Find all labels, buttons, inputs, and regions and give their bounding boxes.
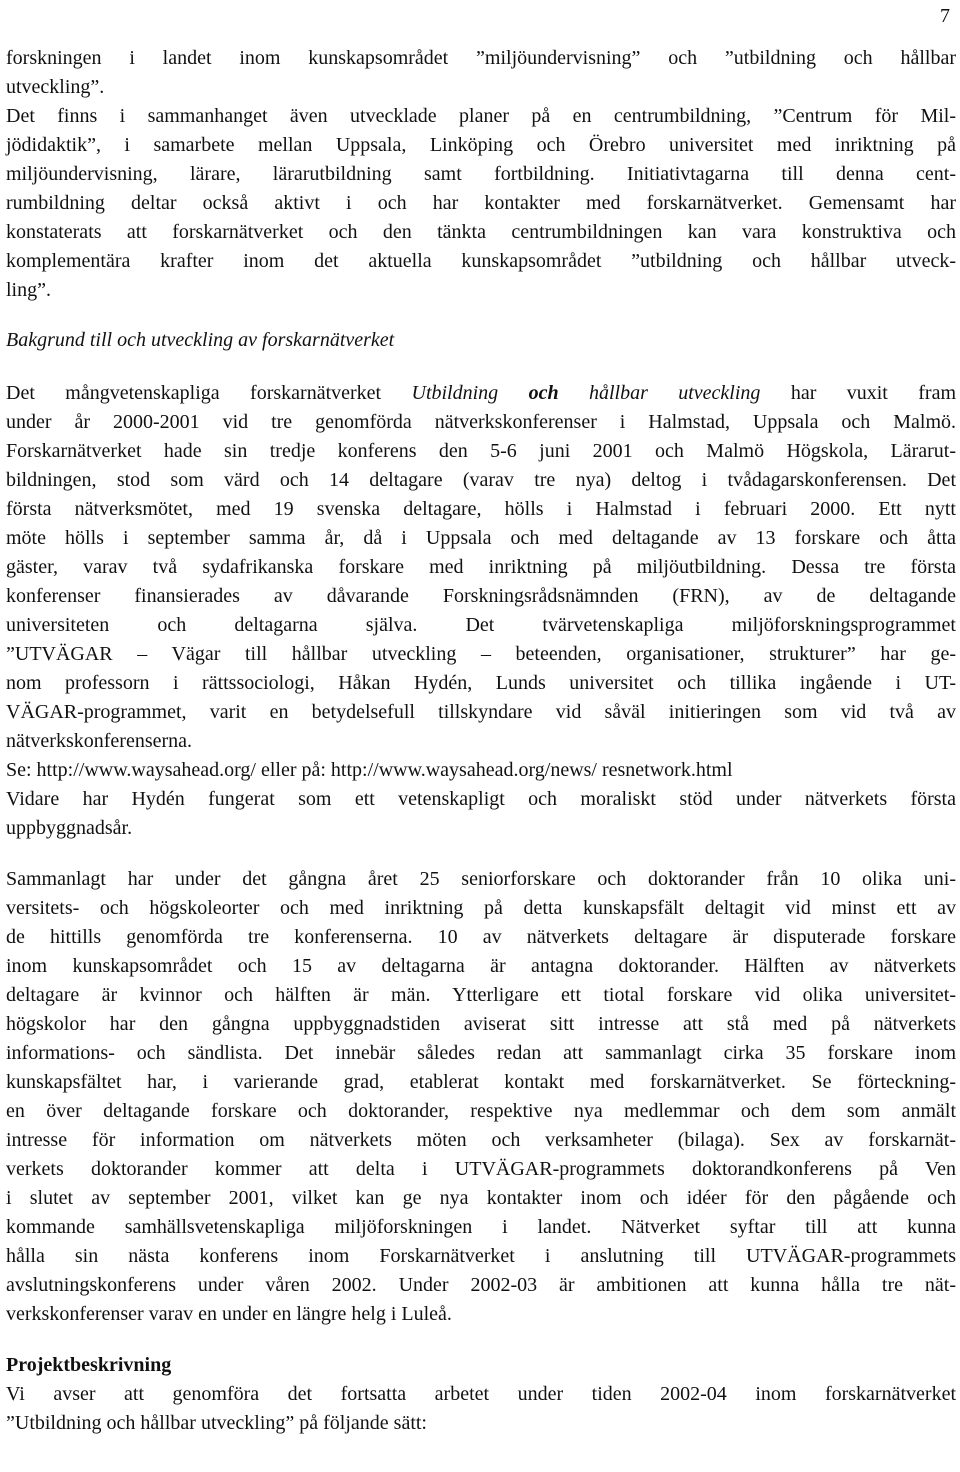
paragraph-bakgrund (6, 379, 956, 843)
text-line: första nätverksmötet, med 19 svenska deltagare, hölls i Halmstad i februari 2000. Ett nytt (6, 498, 956, 520)
text-line: konferenser finansierades av dåvarande Forskningsrådsnämnden (FRN), av de deltagande (6, 585, 956, 607)
text-line: högskolor har den gångna uppbyggnadstiden aviserat sitt intresse att stå med på nätverkets (6, 1013, 956, 1035)
section-heading-bakgrund: Bakgrund till och utveckling av forskarnätverket (6, 329, 395, 351)
text-line: hålla sin nästa konferens inom Forskarnätverket i anslutning till UTVÄGAR-programmets (6, 1245, 956, 1267)
italic-title: hållbar utveckling (558, 382, 761, 404)
text-line: jödidaktik”, i samarbete mellan Uppsala, Linköping och Örebro universitet med inriktning på (6, 134, 956, 156)
paragraph-sammanlagt (6, 865, 956, 1329)
paragraph-intro (6, 44, 956, 305)
section-heading-projektbeskrivning: Projektbeskrivning (6, 1354, 172, 1376)
text-line: i slutet av september 2001, vilket kan ge nya kontakter inom och idéer för den pågående och (6, 1187, 956, 1209)
text-line: ling”. (6, 279, 51, 301)
text-line: möte hölls i september samma år, då i Uppsala och med deltagande av 13 forskare och åtta (6, 527, 956, 549)
text-line: konstaterats att forskarnätverket och den tänkta centrumbildningen kan vara konstruktiva och (6, 221, 956, 243)
text-line: avslutningskonferens under våren 2002. Under 2002-03 är ambitionen att kunna hålla tre nät- (6, 1274, 956, 1296)
text-line: deltagare är kvinnor och hälften är män. Ytterligare ett tiotal forskare vid olika universitet- (6, 984, 956, 1006)
text-line: Det mångvetenskapliga forskarnätverket Utbildning och hållbar utveckling har vuxit fram (6, 382, 956, 404)
text-line: komplementära krafter inom det aktuella kunskapsområdet ”utbildning och hållbar utveck- (6, 250, 956, 272)
text-line: Det finns i sammanhanget även utvecklade planer på en centrumbildning, ”Centrum för Mil- (6, 105, 956, 127)
url-reference-line: Se: http://www.waysahead.org/ eller på: http://www.waysahead.org/news/ resnetwork.html (6, 759, 733, 781)
text-line: uppbyggnadsår. (6, 817, 133, 839)
bold-italic-word: och (528, 382, 559, 404)
document-body (6, 44, 956, 1438)
text-line: utveckling”. (6, 76, 105, 98)
text-line: miljöundervisning, lärare, lärarutbildning samt fortbildning. Initiativtagarna till denna cent- (6, 163, 956, 185)
paragraph-projekt (6, 1380, 956, 1438)
text-line: kunskapsfältet har, i varierande grad, etablerat kontakt med forskarnätverket. Se förteckning- (6, 1071, 956, 1093)
text-line: kommande samhällsvetenskapliga miljöforskningen i landet. Nätverket syftar till att kunna (6, 1216, 956, 1238)
text-line: Vidare har Hydén fungerat som ett vetenskapligt och moraliskt stöd under nätverkets första (6, 788, 956, 810)
text-line: under år 2000-2001 vid tre genomförda nätverkskonferenser i Halmstad, Uppsala och Malmö. (6, 411, 956, 433)
text-line: nätverkskonferenserna. (6, 730, 193, 752)
text-line: VÄGAR-programmet, varit en betydelsefull tillskyndare vid såväl initieringen som vid två av (6, 701, 956, 723)
text-line: de hittills genomförda tre konferenserna. 10 av nätverkets deltagare är disputerade forskare (6, 926, 956, 948)
text-line: Vi avser att genomföra det fortsatta arbetet under tiden 2002-04 inom forskarnätverket (6, 1383, 956, 1405)
text-line: inom kunskapsområdet och 15 av deltagarna är antagna doktorander. Hälften av nätverkets (6, 955, 956, 977)
text-line: Sammanlagt har under det gångna året 25 seniorforskare och doktorander från 10 olika uni- (6, 868, 956, 890)
text-line: verkskonferenser varav en under en längre helg i Luleå. (6, 1303, 452, 1325)
text-line: ”UTVÄGAR – Vägar till hållbar utveckling – beteenden, organisationer, strukturer” har ge- (6, 643, 956, 665)
text-line: forskningen i landet inom kunskapsområdet ”miljöundervisning” och ”utbildning och hållbar (6, 47, 956, 69)
text-line: universiteten och deltagarna själva. Det tvärvetenskapliga miljöforskningsprogrammet (6, 614, 956, 636)
text-line: intresse för information om nätverkets möten och verksamheter (bilaga). Sex av forskarnät- (6, 1129, 956, 1151)
text-line: bildningen, stod som värd och 14 deltagare (varav tre nya) deltog i tvådagarskonferensen. Det (6, 469, 956, 491)
text-line: Forskarnätverket hade sin tredje konferens den 5-6 juni 2001 och Malmö Högskola, Lärarut- (6, 440, 956, 462)
italic-title: Utbildning (411, 382, 529, 404)
page-number: 7 (940, 5, 950, 27)
text-line: versitets- och högskoleorter och med inriktning på detta kunskapsfält deltagit vid minst ett av (6, 897, 956, 919)
text-line: rumbildning deltar också aktivt i och har kontakter med forskarnätverket. Gemensamt har (6, 192, 956, 214)
text-line: informations- och sändlista. Det innebär således redan att sammanlagt cirka 35 forskare inom (6, 1042, 956, 1064)
text-line: gäster, varav två sydafrikanska forskare med inriktning på miljöutbildning. Dessa tre första (6, 556, 956, 578)
text-line: en över deltagande forskare och doktorander, respektive nya medlemmar och dem som anmält (6, 1100, 956, 1122)
text-line: nom professorn i rättssociologi, Håkan Hydén, Lunds universitet och tillika ingående i UT- (6, 672, 956, 694)
text-line: verkets doktorander kommer att delta i UTVÄGAR-programmets doktorandkonferens på Ven (6, 1158, 956, 1180)
text-line: ”Utbildning och hållbar utveckling” på följande sätt: (6, 1412, 427, 1434)
